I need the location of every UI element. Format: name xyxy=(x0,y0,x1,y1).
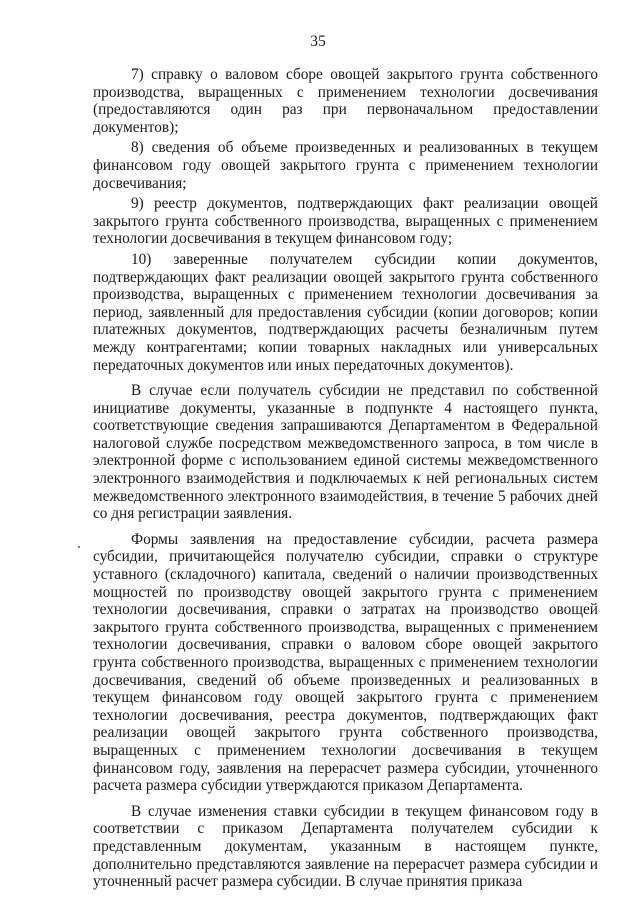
paragraph-item-10: 10) заверенные получателем субсидии копии документов, подтверждающих факт реализации овощей закрытого грунта собственного производства, выращенных с применением технологии досвечивания за период, заявленный для предоставления субсидии (копии договоров; копии платежных документов, подтверждающих расчеты безналичным путем между контрагентами; копии товарных накладных или универсальных передаточных документов или иных передаточных документов). xyxy=(93,250,598,374)
paragraph-forms-approval: Формы заявления на предоставление субсидии, расчета размера субсидии, причитающейся получателю субсидии, справки о структуре уставного (складочного) капитала, сведений о наличии производственных мощностей по производству овощей закрытого грунта с применением технологии досвечивания, справки о затратах на производство овощей закрытого грунта собственного производства, выращенных с применением технологии досвечивания, справки о валовом сборе овощей закрытого грунта собственного производства, выращенных с применением технологии досвечивания, сведений об объеме произведенных и реализованных в текущем финансовом году овощей закрытого грунта с применением технологии досвечивания, реестра документов, подтверждающих факт реализации овощей закрытого грунта собственного производства, выращенных с применением технологии досвечивания в текущем финансовом году, заявления на перерасчет размера субсидии, уточненного расчета размера субсидии утверждаются приказом Департамента. xyxy=(93,530,598,795)
page-number: 35 xyxy=(310,33,326,50)
document-body xyxy=(93,66,598,891)
paragraph-item-7: 7) справку о валовом сборе овощей закрытого грунта собственного производства, выращенных с применением технологии досвечивания (предоставляются один раз при первоначальном предоставлении документов); xyxy=(93,66,598,136)
paragraph-item-8: 8) сведения об объеме произведенных и реализованных в текущем финансовом году овощей закрытого грунта с применением технологии досвечивания; xyxy=(93,139,598,192)
margin-mark xyxy=(78,546,80,548)
paragraph-rate-change: В случае изменения ставки субсидии в текущем финансовом году в соответствии с приказом Департамента получателем субсидии к представленным документам, указанным в настоящем пункте, дополнительно представляются заявление на перерасчет размера субсидии и уточненный расчет размера субсидии. В случае принятия приказа xyxy=(93,802,598,891)
paragraph-federal-tax-request: В случае если получатель субсидии не представил по собственной инициативе документы, указанные в подпункте 4 настоящего пункта, соответствующие сведения запрашиваются Департаментом в Федеральной налоговой службе посредством межведомственного запроса, в том числе в электронной форме с использованием единой системы межведомственного электронного взаимодействия и подключаемых к ней региональных систем межведомственного электронного взаимодействия, в течение 5 рабочих дней со дня регистрации заявления. xyxy=(93,382,598,523)
paragraph-item-9: 9) реестр документов, подтверждающих факт реализации овощей закрытого грунта собственного производства, выращенных с применением технологии досвечивания в текущем финансовом году; xyxy=(93,195,598,248)
